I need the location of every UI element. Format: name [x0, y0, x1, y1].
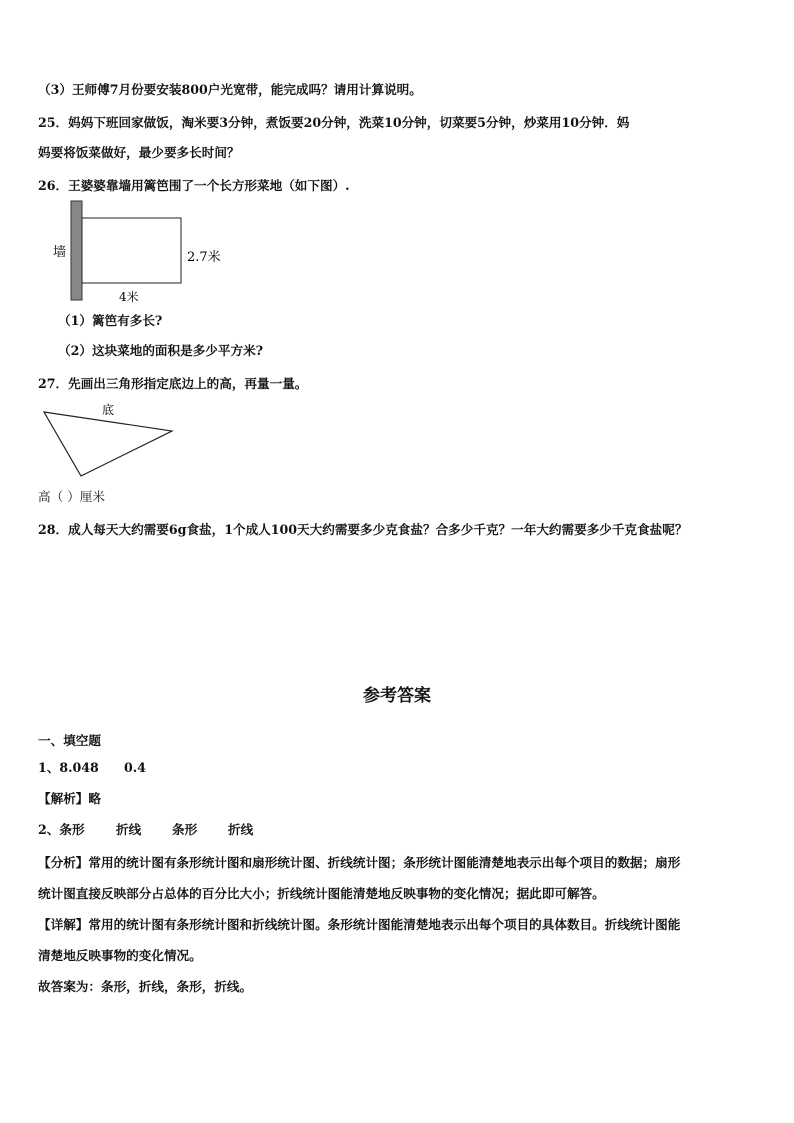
- answer-1-analysis: 【解析】略: [38, 791, 101, 806]
- wall-label: 墙: [53, 245, 67, 260]
- wall-bar: [71, 201, 82, 300]
- answer-2-detail-line-1: 【详解】常用的统计图有条形统计图和折线统计图。条形统计图能清楚地表示出每个项目的具体数目。折线统计图能: [38, 917, 681, 932]
- garden-rectangle: [82, 218, 181, 283]
- question-25-line-1: 25．妈妈下班回家做饭，淘米要3分钟，煮饭要20分钟，洗菜10分钟，切菜要5分钟，炒菜用10分钟．妈: [38, 115, 630, 130]
- answer-2-detail-line-2: 清楚地反映事物的变化情况。: [38, 948, 202, 963]
- answer-2-final: 故答案为：条形，折线，条形，折线。: [38, 979, 253, 994]
- figure-27-triangle: [40, 398, 185, 483]
- question-26-part-1: （1）篱笆有多长?: [58, 313, 163, 328]
- answer-2-analysis-line-2: 统计图直接反映部分占总体的百分比大小；折线统计图能清楚地反映事物的变化情况；据此即可解答。: [38, 886, 605, 901]
- answer-2-item-3: 条形: [172, 822, 198, 837]
- answer-2-analysis-line-1: 【分析】常用的统计图有条形统计图和扇形统计图、折线统计图；条形统计图能清楚地表示出每个项目的数据；扇形: [38, 855, 681, 870]
- question-27: 27．先画出三角形指定底边上的高，再量一量。: [38, 376, 308, 391]
- question-26: 26．王婆婆靠墙用篱笆围了一个长方形菜地（如下图）.: [38, 178, 350, 193]
- answer-title: 参考答案: [363, 686, 431, 706]
- side-length-label: 2.7米: [187, 250, 221, 265]
- answer-2-item-2: 折线: [116, 822, 142, 837]
- base-label: 底: [102, 403, 115, 417]
- answer-1-number: 1、8.048: [38, 760, 99, 775]
- answer-1-value: 0.4: [124, 760, 146, 775]
- question-25-line-2: 妈要将饭菜做好，最少要多长时间？: [38, 145, 240, 160]
- section-fill-blank: 一、填空题: [38, 733, 101, 748]
- answer-2-item-4: 折线: [228, 822, 254, 837]
- answer-2-item-1: 2、条形: [38, 822, 85, 837]
- question-26-part-2: （2）这块菜地的面积是多少平方米?: [58, 343, 264, 358]
- triangle: [44, 412, 172, 476]
- question-24-part-3: （3）王师傅7月份要安装800户光宽带，能完成吗？请用计算说明。: [38, 82, 422, 97]
- question-27-answer-blank: 高（ ）厘米: [38, 489, 105, 504]
- question-28: 28．成人每天大约需要6g食盐，1个成人100天大约需要多少克食盐？合多少千克？一年大约需要多少千克食盐呢？: [38, 522, 688, 537]
- figure-26-garden: [45, 195, 245, 310]
- bottom-length-label: 4米: [119, 290, 139, 304]
